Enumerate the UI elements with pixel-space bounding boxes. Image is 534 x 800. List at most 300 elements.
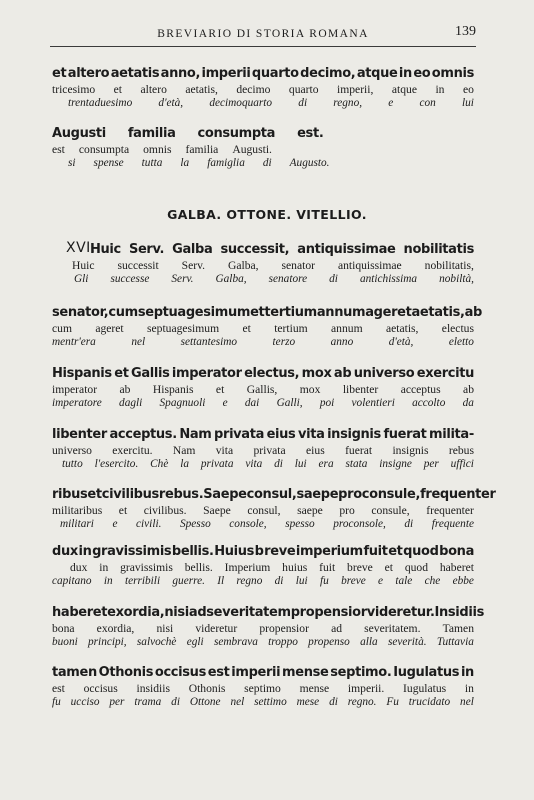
word: tricesimo (52, 83, 96, 96)
word: di (329, 273, 338, 285)
word: exordia, (107, 605, 165, 620)
word: et (242, 322, 251, 335)
word: eius (306, 444, 325, 457)
word: quarto (251, 66, 299, 81)
word: l'esercito. (94, 458, 139, 470)
word: Hispanis (52, 366, 112, 381)
word: Hispanis (152, 383, 194, 396)
word: et (118, 504, 128, 517)
word: quarto (288, 83, 319, 96)
word: Galba (172, 242, 213, 257)
word: aetatis, (385, 322, 419, 335)
word: haberet (439, 561, 474, 574)
word: atque (356, 66, 398, 81)
word: vita (245, 458, 263, 470)
word: Tamen (442, 622, 474, 635)
word: et (215, 383, 225, 396)
word: alla (360, 636, 378, 648)
word: quod (404, 561, 428, 574)
word: omnis (431, 66, 474, 81)
word: ab (333, 366, 352, 381)
word: eo (413, 66, 431, 81)
word: vita (215, 444, 234, 457)
word: Galba, (227, 259, 259, 272)
word: haberet (52, 605, 108, 620)
word: Serv. (171, 273, 194, 285)
word: la (180, 458, 189, 470)
word: saepe (297, 504, 323, 517)
word: decimo, (300, 66, 356, 81)
word: consule, (371, 504, 410, 517)
word: mese (296, 696, 320, 708)
word: poi (319, 397, 335, 409)
word: senator, (52, 305, 109, 320)
word: et (114, 366, 129, 381)
word: spesso (285, 518, 315, 530)
word: exercitu. (112, 444, 153, 457)
word: pro (339, 504, 355, 517)
word: fuerat (345, 444, 373, 457)
word: Spesso (179, 518, 211, 530)
word: Iugulatus (393, 665, 460, 680)
word: videretur. (366, 605, 435, 620)
word: cum (108, 305, 138, 320)
word: trama (134, 696, 162, 708)
italian-translation-line (52, 636, 474, 648)
word: trucidato (408, 696, 451, 708)
word: tamen (52, 665, 97, 680)
word: eletto (448, 336, 474, 348)
word: di (298, 97, 308, 109)
word: annum (331, 322, 363, 335)
word: privata (200, 458, 234, 470)
word: antiquissimae (297, 242, 396, 257)
word: mense (299, 682, 330, 695)
word: nobilitatis, (424, 259, 474, 272)
word: insigne (379, 458, 412, 470)
word: et (87, 487, 102, 502)
word: milita- (429, 427, 474, 442)
word-order-line (52, 259, 474, 272)
word: propensior (290, 605, 367, 620)
word: Il (217, 575, 225, 587)
word: videretur (195, 622, 238, 635)
word: si (68, 157, 76, 169)
section-title: GALBA. OTTONE. VITELLIO. (167, 207, 367, 222)
word: Augusto. (289, 157, 330, 169)
word: exercitu (416, 366, 474, 381)
word: huius (282, 561, 308, 574)
word: che (424, 575, 441, 587)
word: Ottone (189, 696, 221, 708)
word: septimo. (330, 665, 392, 680)
word: militaribus (52, 504, 103, 517)
word: Imperium (224, 561, 271, 574)
word: severità. (387, 636, 427, 648)
word: ageret (95, 322, 124, 335)
word: familia (185, 143, 219, 156)
word: fuit (363, 544, 388, 559)
word: con (419, 97, 436, 109)
word: et (52, 66, 67, 81)
word: insignis (392, 444, 429, 457)
latin-text-line (52, 487, 496, 502)
word: vita (297, 427, 325, 442)
word: salvochè (136, 636, 177, 648)
word: terribili (124, 575, 161, 587)
word-order-line (52, 622, 474, 635)
word: septimo (244, 682, 281, 695)
word: est (207, 665, 230, 680)
word: troppo (268, 636, 298, 648)
word-order-line (52, 444, 474, 457)
word: fu (319, 575, 329, 587)
word: bellis. (171, 544, 214, 559)
word: acceptus (400, 383, 441, 396)
word: Insidiis (434, 605, 484, 620)
word: electus (441, 322, 474, 335)
word: ageret (365, 305, 412, 320)
word: accolto (412, 397, 446, 409)
word: in (464, 682, 474, 695)
word: propensior (259, 622, 309, 635)
word: imperator (171, 366, 242, 381)
word: la (180, 157, 190, 169)
word: Saepe (203, 504, 231, 517)
word: spense (93, 157, 124, 169)
word: famiglia (207, 157, 245, 169)
word: mense (282, 665, 329, 680)
word: est (52, 143, 65, 156)
word: familia (127, 126, 176, 141)
word: severitatem (206, 605, 291, 620)
word: altero (67, 66, 110, 81)
page-header (50, 22, 476, 47)
word: Nam (172, 444, 196, 457)
word: imperii (201, 66, 251, 81)
word: rebus (448, 444, 474, 457)
word: e (112, 518, 118, 530)
word: ad (188, 605, 207, 620)
word: in (99, 561, 109, 574)
word: tertium (264, 305, 317, 320)
word: Tuttavia (436, 636, 474, 648)
word: Gli (74, 273, 89, 285)
word: et (113, 83, 122, 96)
word: imperii. (347, 682, 385, 695)
word: ab (464, 305, 482, 320)
italian-translation-line (52, 518, 474, 530)
latin-text-line (52, 665, 474, 680)
word: regno, (333, 97, 363, 109)
word: frequenter (420, 487, 496, 502)
word: dux (52, 544, 78, 559)
latin-text-line (52, 126, 474, 141)
word: proconsole, (333, 518, 386, 530)
word: militari (60, 518, 94, 530)
latin-text-line (52, 605, 484, 620)
word: successit, (220, 242, 290, 257)
word: aetatis, (411, 305, 465, 320)
word: Galli, (276, 397, 303, 409)
word: nel (460, 696, 474, 708)
word: fuerat (383, 427, 427, 442)
word: propenso (308, 636, 350, 648)
word: lui (462, 97, 474, 109)
word: insidiis (136, 682, 170, 695)
word: consumpta (78, 143, 130, 156)
word: gravissimis (120, 561, 173, 574)
word: per (423, 458, 439, 470)
word: ab (119, 383, 131, 396)
word: senatore (268, 273, 308, 285)
word: lui (295, 575, 308, 587)
word: atque (391, 83, 417, 96)
word: di (274, 458, 283, 470)
word: in (435, 83, 445, 96)
word: altero (140, 83, 167, 96)
word: septuagesimum (137, 305, 251, 320)
word: omnis (143, 143, 172, 156)
word: Gallis, (246, 383, 278, 396)
word: dai (244, 397, 260, 409)
word: fu (52, 696, 61, 708)
italian-translation-line (52, 336, 474, 348)
word: Chè (150, 458, 169, 470)
word: universo (353, 366, 415, 381)
word: Augusti (52, 126, 106, 141)
word: bellis. (184, 561, 213, 574)
word: tertium (274, 322, 308, 335)
word: Spagnuoli (159, 397, 206, 409)
word: ad (331, 622, 343, 635)
word: eo (462, 83, 474, 96)
word: nel (131, 336, 146, 348)
word: est (52, 682, 65, 695)
word: saepe (296, 487, 339, 502)
word: trentaduesimo (68, 97, 133, 109)
word: Huic (72, 259, 95, 272)
word: nisi (164, 605, 189, 620)
word: senator (281, 259, 315, 272)
word: Galba, (215, 273, 247, 285)
word: frequente (431, 518, 474, 530)
word: in (398, 66, 412, 81)
word: capitano (52, 575, 92, 587)
word: dux (70, 561, 88, 574)
word: imperii (231, 665, 281, 680)
word: console, (229, 518, 267, 530)
word-order-line (52, 143, 474, 156)
word: e (378, 575, 384, 587)
word: breve (347, 561, 373, 574)
word: consul, (247, 504, 281, 517)
word: nobilitatis (403, 242, 474, 257)
word: nisi (156, 622, 174, 635)
word: Serv. (181, 259, 206, 272)
word: Gallis (131, 366, 170, 381)
word: insignis (327, 427, 381, 442)
word: et (388, 544, 403, 559)
word: libenter (342, 383, 379, 396)
word: ribus (52, 487, 88, 502)
word-order-line (52, 383, 474, 396)
word: Othonis (188, 682, 226, 695)
word: Serv. (128, 242, 165, 257)
word: decimo (236, 83, 271, 96)
latin-text-line (52, 366, 474, 381)
word: Fu (386, 696, 399, 708)
word: sembrava (213, 636, 258, 648)
word: consul, (246, 487, 297, 502)
word: bona (439, 544, 474, 559)
word: severitatem. (364, 622, 421, 635)
word: successe (110, 273, 150, 285)
word: anno, (160, 66, 201, 81)
latin-text-line (52, 427, 474, 442)
word: ab (463, 383, 474, 396)
word: b (254, 544, 264, 559)
word: nobiltà, (439, 273, 474, 285)
word: settimo (254, 696, 287, 708)
word: Augusti. (232, 143, 272, 156)
word-order-line (52, 504, 474, 517)
word: bona (52, 622, 75, 635)
word: di (274, 575, 284, 587)
word: civili. (136, 518, 162, 530)
italian-translation-line (52, 458, 474, 470)
word-order-line (52, 83, 474, 96)
word: Huic (90, 242, 121, 257)
word: quod (403, 544, 439, 559)
word: imperatore (52, 397, 102, 409)
word: aetatis (110, 66, 160, 81)
word: est. (297, 126, 324, 141)
word: civilibus (101, 487, 159, 502)
latin-text-line (52, 66, 474, 81)
latin-text-line (52, 544, 474, 559)
word: aetatis, (185, 83, 218, 96)
word: rebus. (158, 487, 204, 502)
word: cum (52, 322, 72, 335)
word: d'età, (388, 336, 414, 348)
latin-text-line (52, 305, 482, 320)
word: nel (230, 696, 245, 708)
word: libenter (52, 427, 107, 442)
word: imperator (52, 383, 98, 396)
word: mox (299, 383, 321, 396)
word: privata (253, 444, 286, 457)
word: successit (117, 259, 159, 272)
word: uffici (450, 458, 474, 470)
word: Nam (179, 427, 212, 442)
word: tale (395, 575, 413, 587)
word: occisus (83, 682, 118, 695)
italian-translation-line (52, 273, 474, 285)
chapter-numeral: XVI. (66, 240, 96, 256)
word: reve (264, 544, 296, 559)
word: lui (294, 458, 307, 470)
word: exordia, (96, 622, 135, 635)
word-order-line (52, 682, 474, 695)
word: consule, (361, 487, 421, 502)
word: civilibus. (143, 504, 187, 517)
word: e (388, 97, 394, 109)
word: settantesimo (180, 336, 238, 348)
word: dagli (119, 397, 143, 409)
word: ucciso (70, 696, 100, 708)
word: Iugulatus (403, 682, 447, 695)
word: anno (330, 336, 354, 348)
word: frequenter (426, 504, 474, 517)
word: consumpta (197, 126, 276, 141)
word: mentr'era (52, 336, 96, 348)
word: e (222, 397, 228, 409)
word: annum (316, 305, 366, 320)
word: antichissima (359, 273, 418, 285)
word: antiquissimae (337, 259, 402, 272)
italian-translation-line (52, 696, 474, 708)
word: di (262, 157, 272, 169)
word: eius (266, 427, 296, 442)
word: principi, (88, 636, 127, 648)
word: imperium (295, 544, 363, 559)
word: et (250, 305, 265, 320)
word: electus, (244, 366, 300, 381)
word: d'età, (158, 97, 184, 109)
word: privata (214, 427, 265, 442)
word: guerre. (172, 575, 205, 587)
word: fuit (319, 561, 336, 574)
word-order-line (52, 322, 474, 335)
word: era (318, 458, 334, 470)
word-order-line (52, 561, 474, 574)
word: universo (52, 444, 92, 457)
word: di (404, 518, 414, 530)
italian-translation-line (52, 397, 474, 409)
word: di (171, 696, 180, 708)
italian-translation-line (52, 157, 474, 169)
word: decimoquarto (209, 97, 273, 109)
word: regno. (347, 696, 377, 708)
word: et (384, 561, 393, 574)
word: volentieri (351, 397, 395, 409)
word: septuagesimum (146, 322, 220, 335)
word: mox (301, 366, 332, 381)
word: tutta (141, 157, 163, 169)
word: buoni (52, 636, 78, 648)
word: ebbe (452, 575, 474, 587)
word: regno (236, 575, 263, 587)
word: breve (341, 575, 366, 587)
word: terzo (272, 336, 296, 348)
word: pro (338, 487, 362, 502)
word: in (460, 665, 474, 680)
word: acceptus. (109, 427, 177, 442)
word: in (103, 575, 113, 587)
word: occisus (154, 665, 206, 680)
word: imperii, (337, 83, 374, 96)
latin-text-line (52, 242, 474, 257)
word: tutto (62, 458, 83, 470)
word: Saepe (203, 487, 247, 502)
running-head: BREVIARIO DI STORIA ROMANA (157, 28, 369, 40)
word: in (78, 544, 92, 559)
page-number: 139 (455, 24, 476, 39)
word: Huius (214, 544, 255, 559)
word: egli (186, 636, 204, 648)
italian-translation-line (52, 575, 474, 587)
